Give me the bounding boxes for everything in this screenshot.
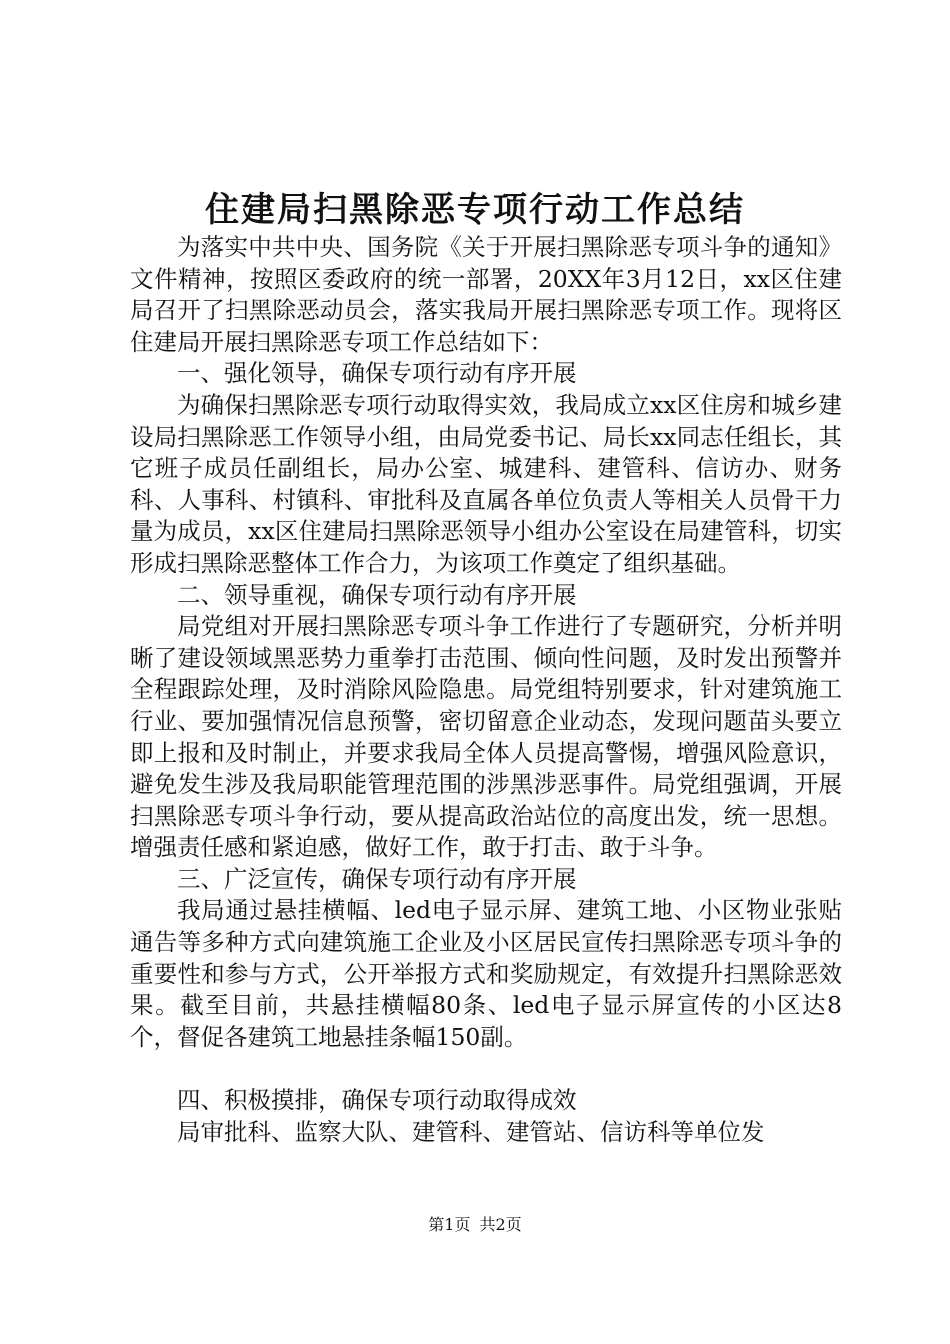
page-footer: 第1页 共2页 — [428, 1215, 522, 1234]
section-heading-1: 一、强化领导，确保专项行动有序开展 — [177, 359, 577, 388]
document-body — [130, 232, 842, 1148]
section-heading-3: 三、广泛宣传，确保专项行动有序开展 — [177, 864, 577, 893]
section-heading-4: 四、积极摸排，确保专项行动取得成效 — [177, 1086, 577, 1115]
section-heading-2: 二、领导重视，确保专项行动有序开展 — [177, 580, 577, 609]
document-title: 住建局扫黑除恶专项行动工作总结 — [205, 190, 745, 230]
intro-paragraph: 为落实中共中央、国务院《关于开展扫黑除恶专项斗争的通知》文件精神，按照区委政府的统一部署，20XX年3月12日，xx区住建局召开了扫黑除恶动员会，落实我局开展扫黑除恶专项工作。现将区住建局开展扫黑除恶专项工作总结如下： — [130, 233, 842, 356]
section-paragraph-1: 为确保扫黑除恶专项行动取得实效，我局成立xx区住房和城乡建设局扫黑除恶工作领导小组，由局党委书记、局长xx同志任组长，其它班子成员任副组长，局办公室、城建科、建管科、信访办、财务科、人事科、村镇科、审批科及直属各单位负责人等相关人员骨干力量为成员，xx区住建局扫黑除恶领导小组办公室设在局建管科，切实形成扫黑除恶整体工作合力，为该项工作奠定了组织基础。 — [130, 390, 842, 577]
section-paragraph-4: 局审批科、监察大队、建管科、建管站、信访科等单位发 — [177, 1117, 765, 1146]
section-paragraph-2: 局党组对开展扫黑除恶专项斗争工作进行了专题研究，分析并明晰了建设领域黑恶势力重拳打击范围、倾向性问题，及时发出预警并全程跟踪处理，及时消除风险隐患。局党组特别要求，针对建筑施工行业、要加强情况信息预警，密切留意企业动态，发现问题苗头要立即上报和及时制止，并要求我局全体人员提高警惕，增强风险意识，避免发生涉及我局职能管理范围的涉黑涉恶事件。局党组强调，开展扫黑除恶专项斗争行动，要从提高政治站位的高度出发，统一思想。增强责任感和紧迫感，做好工作，敢于打击、敢于斗争。 — [130, 612, 842, 862]
section-paragraph-3: 我局通过悬挂横幅、led电子显示屏、建筑工地、小区物业张贴通告等多种方式向建筑施工企业及小区居民宣传扫黑除恶专项斗争的重要性和参与方式，公开举报方式和奖励规定，有效提升扫黑除恶效果。截至目前，共悬挂横幅80条、led电子显示屏宣传的小区达8个，督促各建筑工地悬挂条幅150副。 — [130, 896, 842, 1051]
